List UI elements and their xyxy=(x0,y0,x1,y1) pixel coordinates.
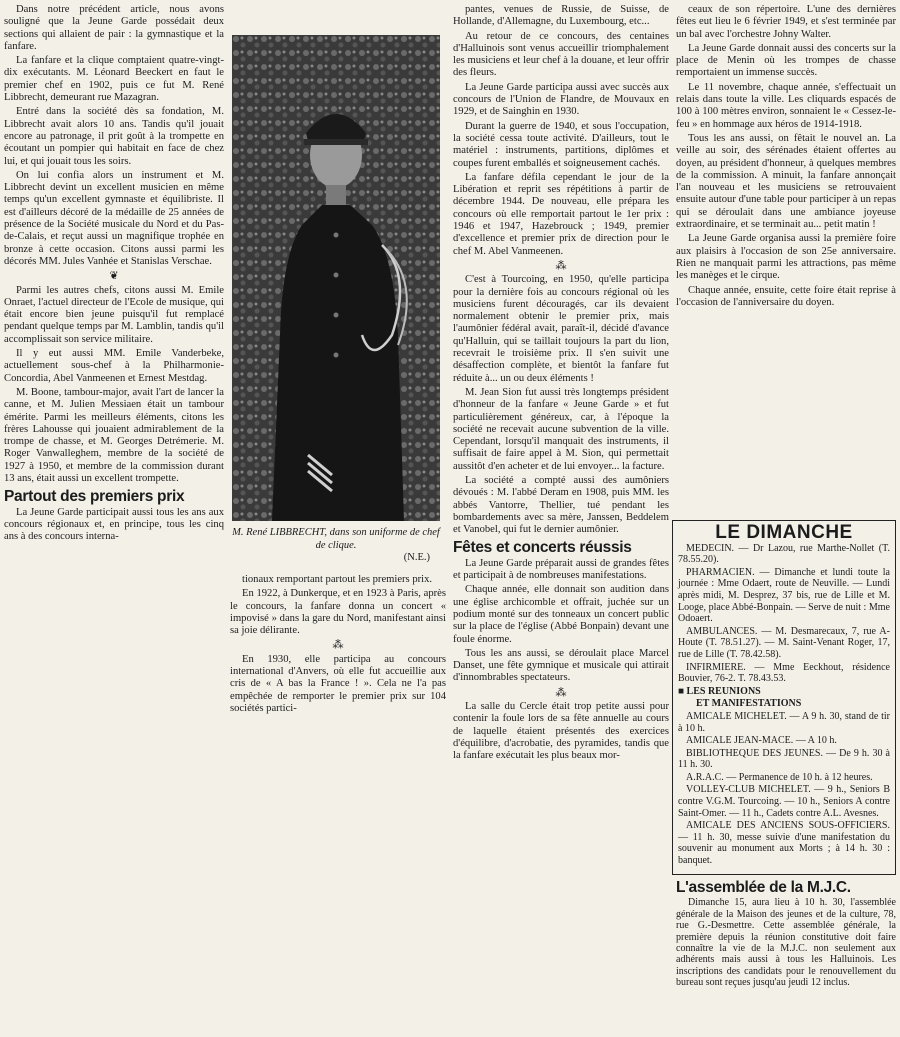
paragraph: La Jeune Garde donnait aussi des concerts sur la place de Menin où les trompes de chasse remportaient un immense succès. xyxy=(676,42,896,79)
paragraph: Il y eut aussi MM. Emile Vanderbeke, actuellement sous-chef à la Philharmonie-Concordia, Abel Vanmeenen et Ernest Mestdag. xyxy=(4,348,224,384)
paragraph: La Jeune Garde participa aussi avec succès aux concours de l'Union de Flandre, de Mouvaux en 1929, et de Sainghin en 1930. xyxy=(453,81,669,118)
article-column-3 xyxy=(453,4,669,765)
listing-entry: AMBULANCES. — M. Desmarecaux, 7, rue A-Houte (T. 78.51.27). — M. Saint-Venant Roger, 17, rue de Lille (T. 78.42.58). xyxy=(678,625,890,660)
paragraph: La fanfare et la clique comptaient quatre-vingt-dix exécutants. M. Léonard Beeckert en faut le premier chef en 1902, puis ce fut M. René Libbrecht, demeurant rue Mazagran. xyxy=(4,55,224,104)
paragraph: pantes, venues de Russie, de Suisse, de Hollande, d'Allemagne, du Luxembourg, etc... xyxy=(453,4,669,28)
paragraph: Au retour de ce concours, des centaines d'Halluinois sont venus accueillir triomphalement les musiciens et leur chef à la douane, et leur offrir des fleurs. xyxy=(453,30,669,79)
article-column-4 xyxy=(676,4,896,311)
paragraph: La Jeune Garde participait aussi tous les ans aux concours régionaux et, en principe, tous les cinq ans à des concours interna- xyxy=(4,506,224,543)
paragraph: Parmi les autres chefs, citons aussi M. Emile Onraet, l'actuel directeur de l'Ecole de musique, qui était encore bien jeune puisqu'il fut remplacé pendant quelque temps par M. Lamblin, tandis qu'il accomplissait son service militaire. xyxy=(4,284,224,345)
paragraph: Chaque année, ensuite, cette foire était reprise à l'occasion de l'anniversaire du doyen. xyxy=(676,284,896,308)
paragraph: Dimanche 15, aura lieu à 10 h. 30, l'assemblée générale de la Maison des jeunes et de la culture, 78, rue G.-Desmettre. Cette assemblée générale, la première depuis la réunion constitutive doit faire connaître la vie de la M.J.C. non seulement aux adhérents mais aussi à tous les Halluinois. Les inscriptions des candidats pour le renouvellement du bureau sont reçues jusqu'au jeudi 12 inclus. xyxy=(676,897,896,989)
paragraph: La salle du Cercle était trop petite aussi pour contenir la foule lors de sa fête annuelle au cours de laquelle étaient présentés des exercices d'équilibre, d'acrobatie, des pyramides, tandis que la fanfare exécutait les plus beaux mor- xyxy=(453,701,669,762)
mjc-article xyxy=(676,879,896,991)
paragraph: Durant la guerre de 1940, et sous l'occupation, la société cessa toute activité. D'ailleurs, tout le matériel : instruments, partitions, diplômes et coupes furent emballés et soigneusement cachés. xyxy=(453,120,669,169)
paragraph: La Jeune Garde préparait aussi de grandes fêtes et participait à de nombreuses manifestations. xyxy=(453,557,669,582)
paragraph: Entré dans la société dès sa fondation, M. Libbrecht avait alors 10 ans. Tandis qu'il jouait encore au patronage, il prit goût à la trompette en écoutant un pompier qui habitait en face de chez lui, et qui jouait tous les soirs. xyxy=(4,106,224,167)
paragraph: C'est à Tourcoing, en 1950, qu'elle participa pour la dernière fois au concours régional où les musiciens furent découragés, car ils devaient normalement obtenir le premier prix, mais l'aumônier fédéral avait, paraît-il, décidé d'avance qu'Halluin, qui se taillait toujours la part du lion, recevrait le troisième prix. Il s'en suivit une désaffection complète, et bientôt la fanfare fut réduite à... un ou deux éléments ! xyxy=(453,274,669,384)
paragraph: M. Jean Sion fut aussi très longtemps président d'honneur de la fanfare « Jeune Garde » et fut particulièrement généreux, car, à l'époque la société ne recevait aucune subvention de la ville. Cependant, lorsqu'il manquait des instruments, il suffisait de faire appel à M. Sion, qui permettait aussitôt d'en acheter et de lui envoyer... la facture. xyxy=(453,386,669,472)
listing-entry: PHARMACIEN. — Dimanche et lundi toute la journée : Mme Odaert, route de Neuville. — Lundi après midi, M. Desprez, 37 bis, rue de Lille et M. Looge, place Abbé-Bonpain. — Serve de nuit : Mme Odoaert. xyxy=(678,566,890,625)
paragraph: Tous les ans aussi, se déroulait place Marcel Danset, une fête gymnique et musicale qui attirait d'innombrables spectateurs. xyxy=(453,647,669,684)
section-ornament: ❦ xyxy=(109,270,119,283)
article-column-1 xyxy=(4,4,224,545)
article-column-2 xyxy=(230,574,446,717)
paragraph: Tous les ans aussi, on fêtait le nouvel an. La veille au soir, des sérénades étaient offertes au doyen, au président d'honneur, à quelques membres de la commission. A minuit, la fanfare annonçait l'an nouveau et les musiciens se retrouvaient ensuite autour d'une table pour participer à un repas qui se déroulait dans une ambiance joyeuse extraordinaire, et se terminait au... petit matin ! xyxy=(676,132,896,231)
listing-entry: MEDECIN. — Dr Lazou, rue Marthe-Nollet (T. 78.55.20). xyxy=(678,542,890,566)
section-ornament: ⁂ xyxy=(332,639,344,652)
listing-entry: INFIRMIERE. — Mme Eeckhout, résidence Bouvier, 76-2. T. 78.43.53. xyxy=(678,661,890,685)
section-heading: L'assemblée de la M.J.C. xyxy=(676,879,851,896)
box-title: LE DIMANCHE xyxy=(715,522,853,543)
paragraph: On lui confia alors un instrument et M. Libbrecht devint un excellent musicien en même temps qu'un excellent gymnaste et équilibriste. Il est d'ailleurs décoré de la médaille de 25 années de présence de la Société musicale du Nord et du Pas-de-Calais, et reçut aussi un magnifique trophée en bronze à cette occasion. Citons aussi parmi les décorés MM. Jules Vanhée et Stanislas Verschae. xyxy=(4,169,224,267)
paragraph: En 1922, à Dunkerque, et en 1923 à Paris, après le concours, la fanfare donna un concert « impovisé » dans la gare du Nord, manifestant ainsi sa joie délirante. xyxy=(230,588,446,637)
paragraph: La Jeune Garde organisa aussi la première foire aux plaisirs à l'occasion de son 25e anniversaire. Rien ne manquait parmi les attractions, pas même les manèges et le cirque. xyxy=(676,233,896,282)
paragraph: La société a compté aussi des aumôniers dévoués : M. l'abbé Deram en 1908, puis MM. les abbés Vantorre, Thellier, tué pendant les bombardements avec sa mère, Janssen, Beddelem et Vanobel, qui fut le dernier aumônier. xyxy=(453,474,669,536)
paragraph: Dans notre précédent article, nous avons souligné que la Jeune Garde possédait deux sections qui allaient de pair : la gymnastique et la fanfare. xyxy=(4,4,224,52)
paragraph: Le 11 novembre, chaque année, s'effectuait un relais dans toute la ville. Les cliquards espacés de 100 à 100 mètres environ, sonnaient le « Cessez-le-feu » en hommage aux héros de 1914-1918. xyxy=(676,81,896,130)
section-ornament: ⁂ xyxy=(555,686,567,699)
listing-entry: A.R.A.C. — Permanence de 10 h. à 12 heures. xyxy=(686,771,873,783)
paragraph: La fanfare défila cependant le jour de la Libération et reprit ses répétitions à partir de décembre 1944. De nouveau, elle prépara les concours où elle remportait partout le 1er prix : 1946 et 1947, Hazebrouck ; 1949, premier d'excellence et premier prix de direction pour le chef M. Abel Vanmeenen. xyxy=(453,171,669,257)
paragraph: M. Boone, tambour-major, avait l'art de lancer la canne, et M. Julien Messiaen était un tambour émérite. Parmi les meilleurs éléments, citons les frères Lahousse qui jouaient admirablement de la trompe de chasse, et M. Georges Detrémerie. M. Roger Vanwalleghem, membre de la société de 1927 à 1950, et membre de la commission durant 13 ans, était aussi un excellent trompette. xyxy=(4,386,224,484)
paragraph: tionaux remportant partout les premiers prix. xyxy=(242,574,433,585)
photo-caption xyxy=(232,527,440,565)
portrait-illustration xyxy=(232,35,440,521)
paragraph: En 1930, elle participa au concours international d'Anvers, où elle fut accueillie aux cris de « A bas la France ! ». Cela ne l'a pas empêchée de remporter le premier prix sur 104 sociétés partici- xyxy=(230,653,446,714)
caption-text: M. René LIBBRECHT, dans son uniforme de chef de clique. xyxy=(232,527,440,551)
section-heading: Fêtes et concerts réussis xyxy=(453,539,632,557)
listing-entry: VOLLEY-CLUB MICHELET. — 9 h., Seniors B contre V.G.M. Tourcoing. — 10 h., Seniors A contre Saint-Omer. — 11 h., Cadets contre A.L. Avesnes. xyxy=(678,784,890,819)
listing-section: ■ LES REUNIONS xyxy=(678,685,761,697)
section-ornament: ⁂ xyxy=(555,259,567,272)
portrait-photo xyxy=(232,35,440,521)
listing-entry: BIBLIOTHEQUE DES JEUNES. — De 9 h. 30 à 11 h. 30. xyxy=(678,747,890,771)
paragraph: ceaux de son répertoire. L'une des dernières fêtes eut lieu le 6 février 1949, et s'est terminée par un bal avec l'orchestre Johny Walter. xyxy=(676,4,896,40)
paragraph: Chaque année, elle donnait son audition dans une église archicomble et offrait, juchée sur un podium monté sur des tonneaux un concert public sur la place de l'église (Abbé Bonpain) devant une foule énorme. xyxy=(453,584,669,645)
section-heading: Partout des premiers prix xyxy=(4,488,185,506)
listing-entry: AMICALE MICHELET. — A 9 h. 30, stand de tir à 10 h. xyxy=(678,710,890,734)
le-dimanche-box xyxy=(672,520,896,875)
listing-entry: AMICALE DES ANCIENS SOUS-OFFICIERS. — 11 h. 30, messe suivie d'une manifestation du souvenir au monument aux Morts ; à 14 h. 30 : banquet. xyxy=(678,820,890,867)
listing-entry: AMICALE JEAN-MACE. — A 10 h. xyxy=(686,735,837,747)
listing-section-sub: ET MANIFESTATIONS xyxy=(696,698,802,710)
photo-credit: (N.E.) xyxy=(403,552,430,563)
